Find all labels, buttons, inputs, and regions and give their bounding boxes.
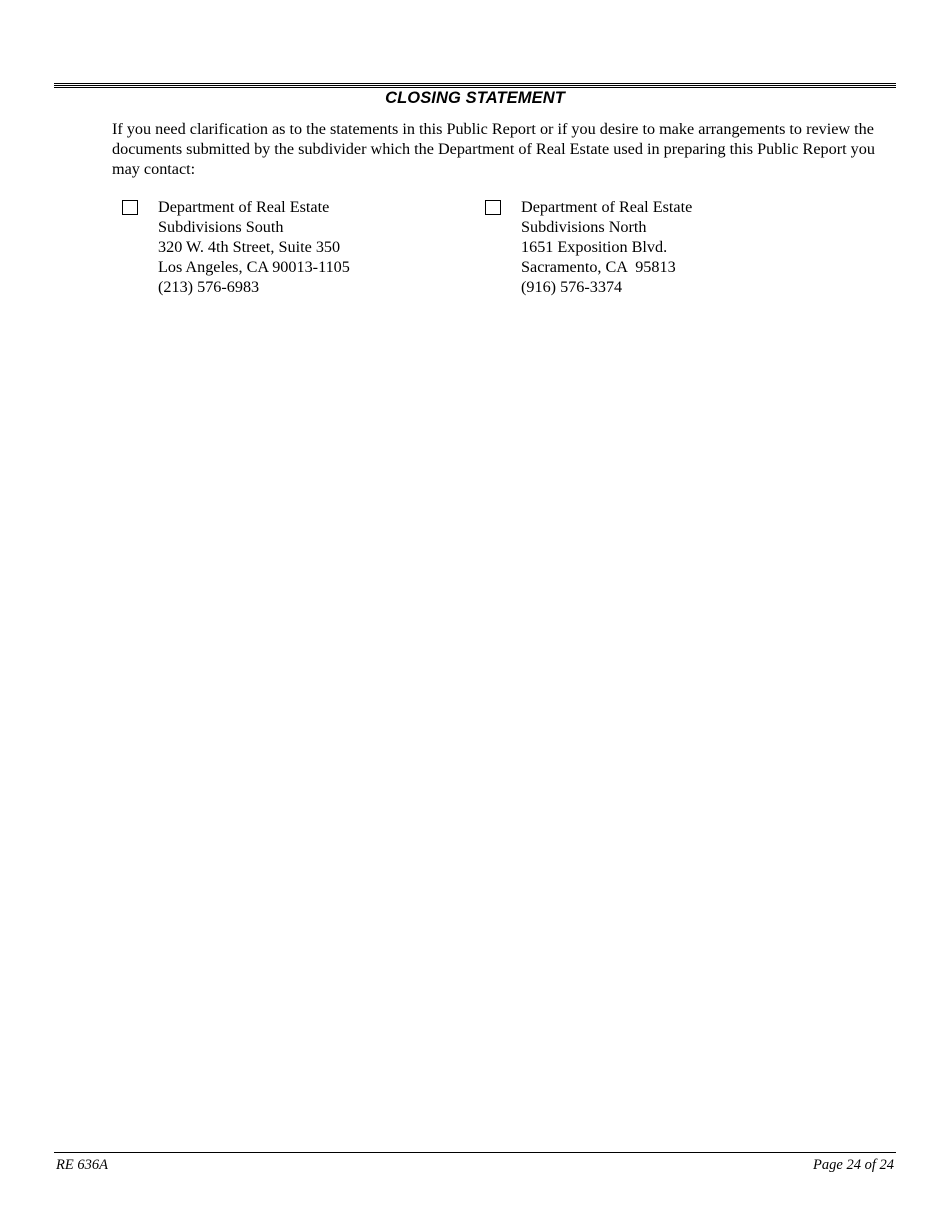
contact-north-address [521,197,821,297]
top-divider-second [54,85,896,86]
contact-north-phone: (916) 576-3374 [521,278,623,296]
contact-north-line4: Sacramento, CA 95813 [521,258,676,276]
contact-north-line3: 1651 Exposition Blvd. [521,238,668,256]
contact-south-line4: Los Angeles, CA 90013-1105 [158,258,350,276]
intro-paragraph: If you need clarification as to the statements in this Public Report or if you desire to make arrangements to review the documents submitted by the subdivider which the Department of Real Estate used in preparing this Public Report you may contact: [112,120,875,178]
footer-divider [54,1152,896,1153]
contact-north-line1: Department of Real Estate [521,198,693,216]
contact-south-address [158,197,458,297]
contact-north-line2: Subdivisions North [521,218,647,236]
top-divider [54,83,896,84]
page-number: Page 24 of 24 [813,1157,894,1173]
contact-north-checkbox[interactable] [485,200,501,215]
form-number: RE 636A [56,1157,108,1173]
contact-south-phone: (213) 576-6983 [158,278,260,296]
contact-south-line3: 320 W. 4th Street, Suite 350 [158,238,341,256]
contact-south-line2: Subdivisions South [158,218,284,236]
section-heading: CLOSING STATEMENT [385,89,565,107]
contact-south-checkbox[interactable] [122,200,138,215]
contact-south-line1: Department of Real Estate [158,198,330,216]
